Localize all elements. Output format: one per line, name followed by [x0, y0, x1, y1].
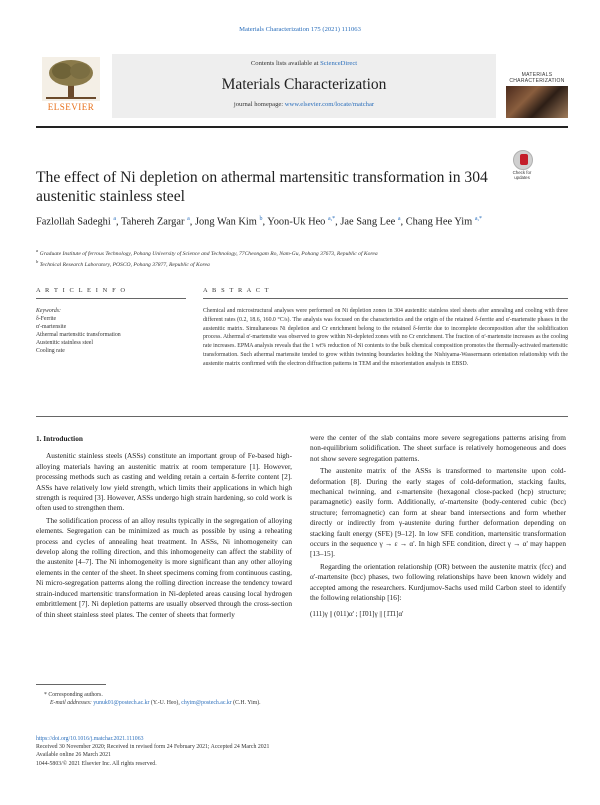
- author[interactable]: Yoon-Uk Heo: [267, 216, 326, 228]
- publisher-name: ELSEVIER: [47, 102, 95, 112]
- affiliation-text: Graduate Institute of ferrous Technology, Pohang University of Science and Technology, 77Cheongam Ro, Nam-Gu, Pohang 37673, Republic of Korea: [39, 250, 378, 257]
- homepage-link[interactable]: www.elsevier.com/locate/matchar: [284, 101, 375, 108]
- author-affil-mark[interactable]: a,*: [474, 216, 483, 222]
- email-link[interactable]: chyim@postech.ac.kr: [181, 700, 232, 707]
- copyright: 1044-5803/© 2021 Elsevier Inc. All rights reserved.: [36, 760, 157, 767]
- abstract-heading: A B S T R A C T: [203, 287, 271, 294]
- affiliation-mark: b: [36, 259, 39, 265]
- abstract-rule: [203, 298, 568, 299]
- cover-image: [506, 86, 568, 118]
- contents-prefix: Contents lists available at: [250, 60, 321, 67]
- affiliation-text: Technical Research Laboratory, POSCO, Pohang 37877, Republic of Korea: [39, 262, 210, 269]
- footnote-rule: [36, 684, 106, 685]
- email-label: E-mail addresses:: [50, 700, 94, 707]
- affiliations: [36, 247, 566, 270]
- badge-line2: updates: [514, 175, 530, 180]
- author[interactable]: Jae Sang Lee: [340, 216, 396, 228]
- affiliation: [36, 258, 566, 269]
- affiliation-mark: a: [36, 248, 39, 253]
- badge-label: [505, 170, 539, 180]
- author[interactable]: Chang Hee Yim: [405, 216, 473, 228]
- article-title: The effect of Ni depletion on athermal martensitic transformation in 304 austenitic stainless steel: [36, 169, 488, 205]
- article-info-heading: A R T I C L E I N F O: [36, 287, 127, 294]
- bookmark-icon: [520, 154, 528, 165]
- abstract-bottom-rule: [36, 416, 568, 417]
- email-owner: (Y.-U. Heo),: [149, 700, 182, 707]
- keyword: Athermal martensitic transformation: [36, 332, 121, 338]
- homepage-prefix: journal homepage:: [233, 101, 285, 108]
- keyword: δ-Ferrite: [36, 316, 57, 322]
- paragraph: Regarding the orientation relationship (OR) between the austenite matrix (fcc) and α'-martensite (bcc) phases, two following relationships have been known widely and accepted among the researchers. Kurdjumov-Sachs used mild Carbon steel to identify the following relationship [16]:: [310, 561, 566, 603]
- author[interactable]: Tahereh Zargar: [121, 216, 185, 228]
- elsevier-logo[interactable]: [36, 54, 106, 118]
- paragraph: Austenitic stainless steels (ASSs) constitute an important group of Fe-based high-alloying materials having an austenitic matrix at room temperature [1]. However, processing methods such as casting and welding retain a certain δ-ferrite content [2]. ASSs have relatively low yield strength, which limits their applications in which high strength is required [3]. However, ASSs undergo high strain hardening, so cold work is often used to strengthen them.: [36, 451, 292, 513]
- homepage-line: [112, 101, 496, 108]
- journal-banner: [36, 54, 568, 118]
- check-for-updates-badge[interactable]: [511, 150, 533, 186]
- footnotes: [36, 691, 336, 707]
- banner-divider: [36, 126, 568, 128]
- article-info-rule: [36, 298, 186, 299]
- journal-cover[interactable]: [506, 54, 568, 118]
- author-list: Fazlollah Sadeghi $^a$, Tahereh Zargar $^a$, Jong Wan Kim $^b$, Yoon-Uk Heo $^{a,*}$, Jae Sang Lee $^a$, Chang Hee Yim $^{a,*}$: [36, 216, 483, 228]
- paragraph: The austenite matrix of the ASSs is transformed to martensite upon cold-deformation [8]. During the early stages of cold-deformation, stacking faults, mechanical twinning, and ε-martensite (hexagonal close-packed (hcp) structure; paramagnetic) easily form. Additionally, α'-martensite (body-centered cubic (bcc) structure; ferromagnetic) can form at shear band intersections and form whether directly or indirectly from γ-austenite during further deformation depending on stacking fault energy (SFE) [9–12]. In low SFE condition, martensitic transformation occurs in the sequence γ → ε → α'. In high SFE condition, direct γ → α' may happen [13–15].: [310, 466, 566, 559]
- keywords-label: Keywords:: [36, 308, 61, 314]
- keyword: α'-martensite: [36, 324, 67, 330]
- cover-title-line1: MATERIALS: [521, 72, 553, 78]
- body-left-column: [36, 434, 292, 622]
- email-link[interactable]: yunuk01@postech.ac.kr: [93, 700, 150, 707]
- author[interactable]: Jong Wan Kim: [194, 216, 257, 228]
- keyword: Austenitic stainless steel: [36, 340, 93, 346]
- author-affil-mark[interactable]: a: [397, 216, 401, 222]
- author-affil-mark[interactable]: b: [259, 216, 263, 222]
- journal-reference[interactable]: Materials Characterization 175 (2021) 111063: [239, 26, 361, 33]
- received-dates: Received 30 November 2020; Received in revised form 24 February 2021; Accepted 24 March 2021: [36, 744, 270, 751]
- affiliation: [36, 247, 566, 258]
- author-affil-mark[interactable]: a: [113, 216, 117, 222]
- contents-line: [112, 60, 496, 67]
- author-affil-mark[interactable]: a: [187, 216, 190, 222]
- sciencedirect-link[interactable]: ScienceDirect: [320, 60, 358, 67]
- cover-title-line2: CHARACTERIZATION: [509, 78, 565, 84]
- paragraph: were the center of the slab contains more severe segregations patterns arising from non-equilibrium solidification. The sheet surface is relatively homogeneous and does not show severe segregation patterns.: [310, 433, 566, 463]
- updates-icon: [513, 150, 533, 170]
- corresponding-note: * Corresponding authors.: [44, 692, 103, 698]
- online-date: Available online 26 March 2021: [36, 752, 111, 759]
- journal-info-box: [112, 54, 496, 118]
- abstract-text: Chemical and microstructural analyses were performed on Ni depletion zones in 304 austenitic stainless steel sheets after annealing and cooling with three different rates (0.2, 18.6, 160.0 °C/s). The analysis was focused on the characteristics and the origin of the retained δ-ferrite and α'-martensite phases in the austenitic matrix. Simultaneous Ni depletion and Cr enrichment belong to the retained δ-ferrite due to incomplete decomposition after the solidification process. Athermal α'-martensite was observed to grow within Ni-depleted zones with no Cr enrichment. The fraction of α'-martensite increases as the cooling rate increases. EPMA analysis reveals that the 1 wt% reduction of Ni contents to the bulk chemical composition promotes the thermally-activated martensitic transformation. Such athermal martensite tended to grow within twinning boundaries holding the Nishiyama-Wassermann orientation relationship with the austenite matrix confirmed with the electron diffraction patterns in TEM and the misorientation analysis in EBSD.: [203, 308, 568, 367]
- keywords-list: [36, 307, 176, 355]
- doi-link[interactable]: https://doi.org/10.1016/j.matchar.2021.111063: [36, 736, 144, 742]
- cover-title: [506, 72, 568, 84]
- section-heading-introduction: 1. Introduction: [36, 434, 83, 443]
- email-line: [36, 699, 336, 707]
- email-owner: (C.H. Yim).: [231, 700, 261, 707]
- author-affil-mark[interactable]: a,*: [328, 216, 336, 222]
- publication-details: [36, 735, 436, 768]
- author[interactable]: Fazlollah Sadeghi: [36, 216, 111, 228]
- badge-line1: Check for: [512, 170, 532, 175]
- paragraph: The solidification process of an alloy results typically in the segregation of alloying elements. Segregation can be minimized as much as possible by using a reheating process and cycles of annealing heat treatment. In ASSs, Ni inhomogeneity can develop along the rolling direction, and this inhomogeneity can affect the stability of the austenite [4–7]. The Ni inhomogeneity is more significant than any other alloying elements in the center of the sheet. In sheet specimens coming from continuous casting, Ni micro-segregation patterns along the rolling direction increase the tendency toward strain-induced martensitic transformation in Ni-depleted areas causing local hydrogen embrittlement [7]. Ni depletion patterns are usually observed through the cross-section of thin sheet stainless steel plates. The center of sheets that formerly: [36, 515, 292, 619]
- journal-name: Materials Characterization: [221, 76, 387, 93]
- elsevier-tree-icon: [42, 57, 100, 101]
- keyword: Cooling rate: [36, 348, 65, 354]
- body-right-column: [310, 433, 566, 619]
- orientation-equation: (111)γ || (011)α' ; [1̄01]γ || [1̄1̄1]α': [310, 609, 404, 618]
